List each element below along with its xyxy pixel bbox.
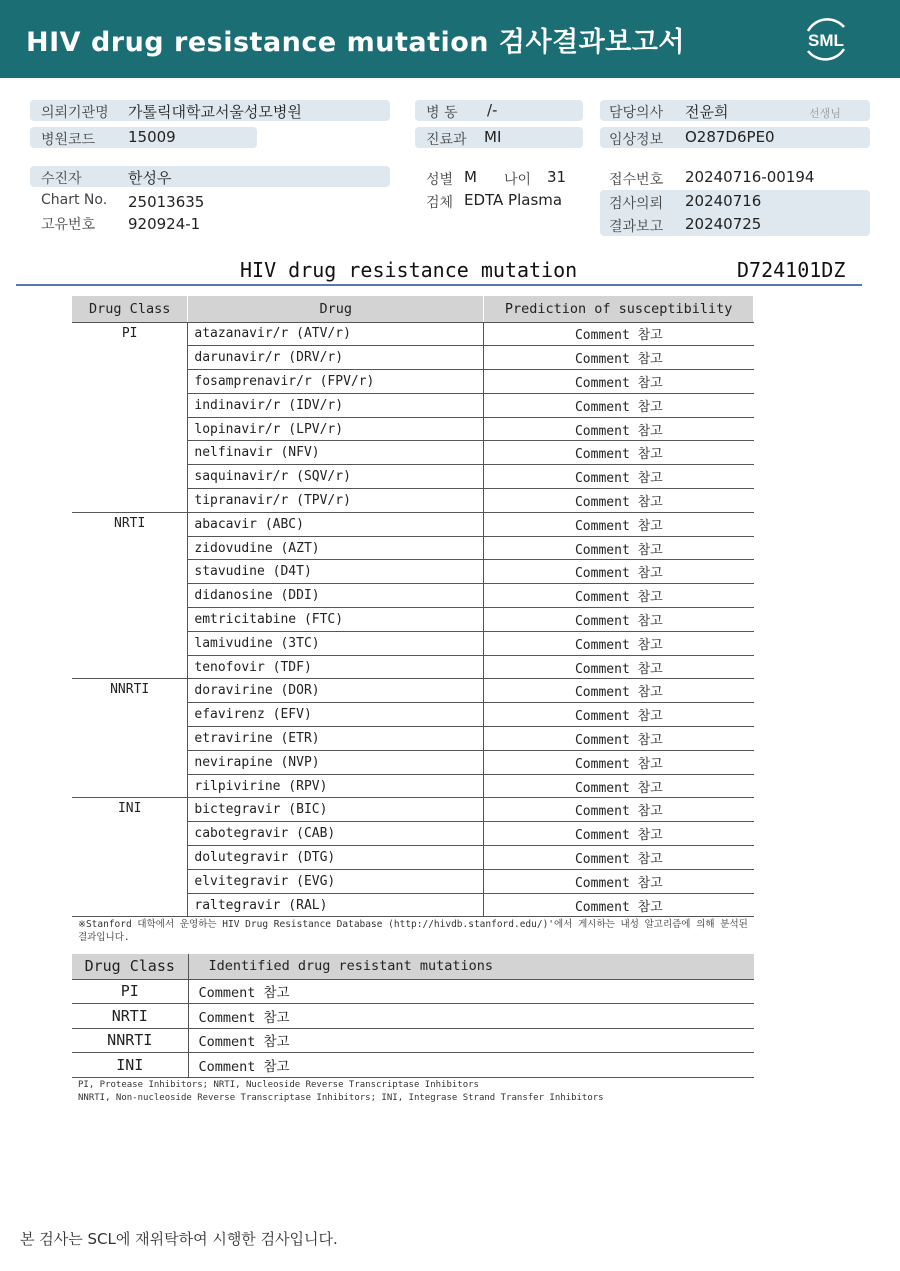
- sex-label: 성별: [426, 172, 454, 188]
- patient-label: 수진자: [41, 171, 82, 187]
- prediction-cell: Comment 참고: [484, 584, 754, 608]
- mutation-cell: Comment 참고: [188, 1053, 754, 1078]
- sex-value: M: [464, 168, 477, 186]
- drug-cell: stavudine (D4T): [188, 560, 484, 584]
- drug-cell: rilpivirine (RPV): [188, 774, 484, 798]
- drug-cell: fosamprenavir/r (FPV/r): [188, 370, 484, 394]
- drug-cell: atazanavir/r (ATV/r): [188, 322, 484, 346]
- mutation-cell: Comment 참고: [188, 979, 754, 1004]
- table-row: [72, 512, 754, 536]
- table-row: [72, 798, 754, 822]
- drug-class-cell: PI: [72, 322, 188, 512]
- ward-value: /-: [487, 101, 498, 119]
- department-value: MI: [484, 128, 502, 146]
- mutation-table: [72, 954, 754, 1078]
- age-label: 나이: [504, 172, 532, 188]
- request-label: 검사의뢰: [609, 196, 664, 212]
- header-title: HIV drug resistance mutation 검사결과보고서: [26, 27, 686, 58]
- specimen-label: 검체: [426, 195, 454, 211]
- column-header: Drug: [188, 296, 484, 322]
- drug-cell: dolutegravir (DTG): [188, 846, 484, 870]
- ward-label: 병 동: [426, 105, 458, 121]
- doctor-value: 전윤희: [685, 103, 729, 121]
- drug-class-cell: NNRTI: [72, 1028, 188, 1053]
- prediction-cell: Comment 참고: [484, 512, 754, 536]
- hospital-code-label: 병원코드: [41, 132, 96, 148]
- abbreviation-line-2: NNRTI, Non-nucleoside Reverse Transcriptase Inhibitors; INI, Integrase Strand Transfer Inhibitors: [78, 1093, 604, 1103]
- table-row: [72, 322, 754, 346]
- specimen-value: EDTA Plasma: [464, 191, 563, 209]
- prediction-cell: Comment 참고: [484, 346, 754, 370]
- drug-cell: raltegravir (RAL): [188, 893, 484, 917]
- drug-cell: tenofovir (TDF): [188, 655, 484, 679]
- table-row: [72, 1004, 754, 1029]
- drug-cell: cabotegravir (CAB): [188, 822, 484, 846]
- department-label: 진료과: [426, 132, 467, 148]
- prediction-cell: Comment 참고: [484, 846, 754, 870]
- chart-value: 25013635: [128, 193, 205, 211]
- logo-text: SML: [808, 31, 844, 50]
- table-row: [72, 1053, 754, 1078]
- mutation-cell: Comment 참고: [188, 1028, 754, 1053]
- drug-class-cell: INI: [72, 798, 188, 917]
- receipt-value: 20240716-00194: [685, 168, 815, 186]
- prediction-cell: Comment 참고: [484, 489, 754, 513]
- age-value: 31: [547, 168, 567, 186]
- report-value: 20240725: [685, 215, 762, 233]
- doctor-suffix: 선생님: [809, 107, 841, 120]
- drug-cell: elvitegravir (EVG): [188, 869, 484, 893]
- unique-value: 920924-1: [128, 215, 201, 233]
- doctor-label: 담당의사: [609, 105, 664, 121]
- drug-cell: darunavir/r (DRV/r): [188, 346, 484, 370]
- stanford-note: ※Stanford 대학에서 운영하는 HIV Drug Resistance Database (http://hivdb.stanford.edu/)'에서 게시하는 내성 알고리즘에 의해 분석된 결과입니다.: [78, 919, 748, 943]
- title-rule: [16, 284, 862, 286]
- prediction-cell: Comment 참고: [484, 655, 754, 679]
- prediction-cell: Comment 참고: [484, 608, 754, 632]
- drug-class-cell: NRTI: [72, 1004, 188, 1029]
- table-header-row: [72, 954, 754, 979]
- report-label: 결과보고: [609, 219, 664, 235]
- prediction-cell: Comment 참고: [484, 774, 754, 798]
- susceptibility-table: [72, 296, 754, 917]
- drug-class-cell: NNRTI: [72, 679, 188, 798]
- patient-pill: [30, 166, 390, 187]
- drug-cell: saquinavir/r (SQV/r): [188, 465, 484, 489]
- hospital-code-value: 15009: [128, 128, 176, 146]
- unique-label: 고유번호: [41, 217, 96, 233]
- prediction-cell: Comment 참고: [484, 631, 754, 655]
- drug-class-cell: INI: [72, 1053, 188, 1078]
- prediction-cell: Comment 참고: [484, 822, 754, 846]
- report-code: D724101DZ: [737, 258, 846, 282]
- table-row: [72, 1028, 754, 1053]
- footer-note: 본 검사는 SCL에 재위탁하여 시행한 검사입니다.: [20, 1230, 338, 1248]
- drug-class-cell: PI: [72, 979, 188, 1004]
- prediction-cell: Comment 참고: [484, 560, 754, 584]
- drug-cell: indinavir/r (IDV/r): [188, 393, 484, 417]
- prediction-cell: Comment 참고: [484, 322, 754, 346]
- abbreviation-line-1: PI, Protease Inhibitors; NRTI, Nucleoside Reverse Transcriptase Inhibitors: [78, 1080, 479, 1090]
- drug-class-cell: NRTI: [72, 512, 188, 679]
- mutation-body: [72, 979, 754, 1077]
- prediction-cell: Comment 참고: [484, 465, 754, 489]
- drug-cell: bictegravir (BIC): [188, 798, 484, 822]
- report-header: [0, 0, 900, 78]
- prediction-cell: Comment 참고: [484, 370, 754, 394]
- clinical-value: O287D6PE0: [685, 128, 775, 146]
- drug-cell: nelfinavir (NFV): [188, 441, 484, 465]
- abbreviation-note: [78, 1079, 778, 1105]
- column-header: Identified drug resistant mutations: [188, 954, 754, 979]
- sml-logo: [800, 13, 852, 65]
- prediction-cell: Comment 참고: [484, 703, 754, 727]
- prediction-cell: Comment 참고: [484, 869, 754, 893]
- prediction-cell: Comment 참고: [484, 393, 754, 417]
- drug-cell: zidovudine (AZT): [188, 536, 484, 560]
- mutation-cell: Comment 참고: [188, 1004, 754, 1029]
- column-header: Prediction of susceptibility: [484, 296, 754, 322]
- table-row: [72, 679, 754, 703]
- drug-cell: didanosine (DDI): [188, 584, 484, 608]
- institution-label: 의뢰기관명: [41, 105, 109, 121]
- drug-cell: tipranavir/r (TPV/r): [188, 489, 484, 513]
- prediction-cell: Comment 참고: [484, 679, 754, 703]
- report-title: HIV drug resistance mutation: [240, 258, 578, 282]
- prediction-cell: Comment 참고: [484, 893, 754, 917]
- institution-value: 가톨릭대학교서울성모병원: [128, 103, 302, 121]
- prediction-cell: Comment 참고: [484, 441, 754, 465]
- drug-cell: lamivudine (3TC): [188, 631, 484, 655]
- drug-cell: lopinavir/r (LPV/r): [188, 417, 484, 441]
- column-header: Drug Class: [72, 296, 188, 322]
- column-header: Drug Class: [72, 954, 188, 979]
- drug-cell: etravirine (ETR): [188, 727, 484, 751]
- receipt-label: 접수번호: [609, 172, 664, 188]
- drug-cell: emtricitabine (FTC): [188, 608, 484, 632]
- drug-cell: efavirenz (EFV): [188, 703, 484, 727]
- prediction-cell: Comment 참고: [484, 798, 754, 822]
- table-row: [72, 979, 754, 1004]
- drug-cell: nevirapine (NVP): [188, 750, 484, 774]
- prediction-cell: Comment 참고: [484, 536, 754, 560]
- prediction-cell: Comment 참고: [484, 417, 754, 441]
- patient-value: 한성우: [128, 169, 172, 187]
- drug-cell: doravirine (DOR): [188, 679, 484, 703]
- drug-cell: abacavir (ABC): [188, 512, 484, 536]
- susceptibility-body: [72, 322, 754, 917]
- prediction-cell: Comment 참고: [484, 750, 754, 774]
- chart-label: Chart No.: [41, 192, 108, 208]
- table-header-row: [72, 296, 754, 322]
- request-value: 20240716: [685, 192, 762, 210]
- prediction-cell: Comment 참고: [484, 727, 754, 751]
- clinical-label: 임상정보: [609, 132, 664, 148]
